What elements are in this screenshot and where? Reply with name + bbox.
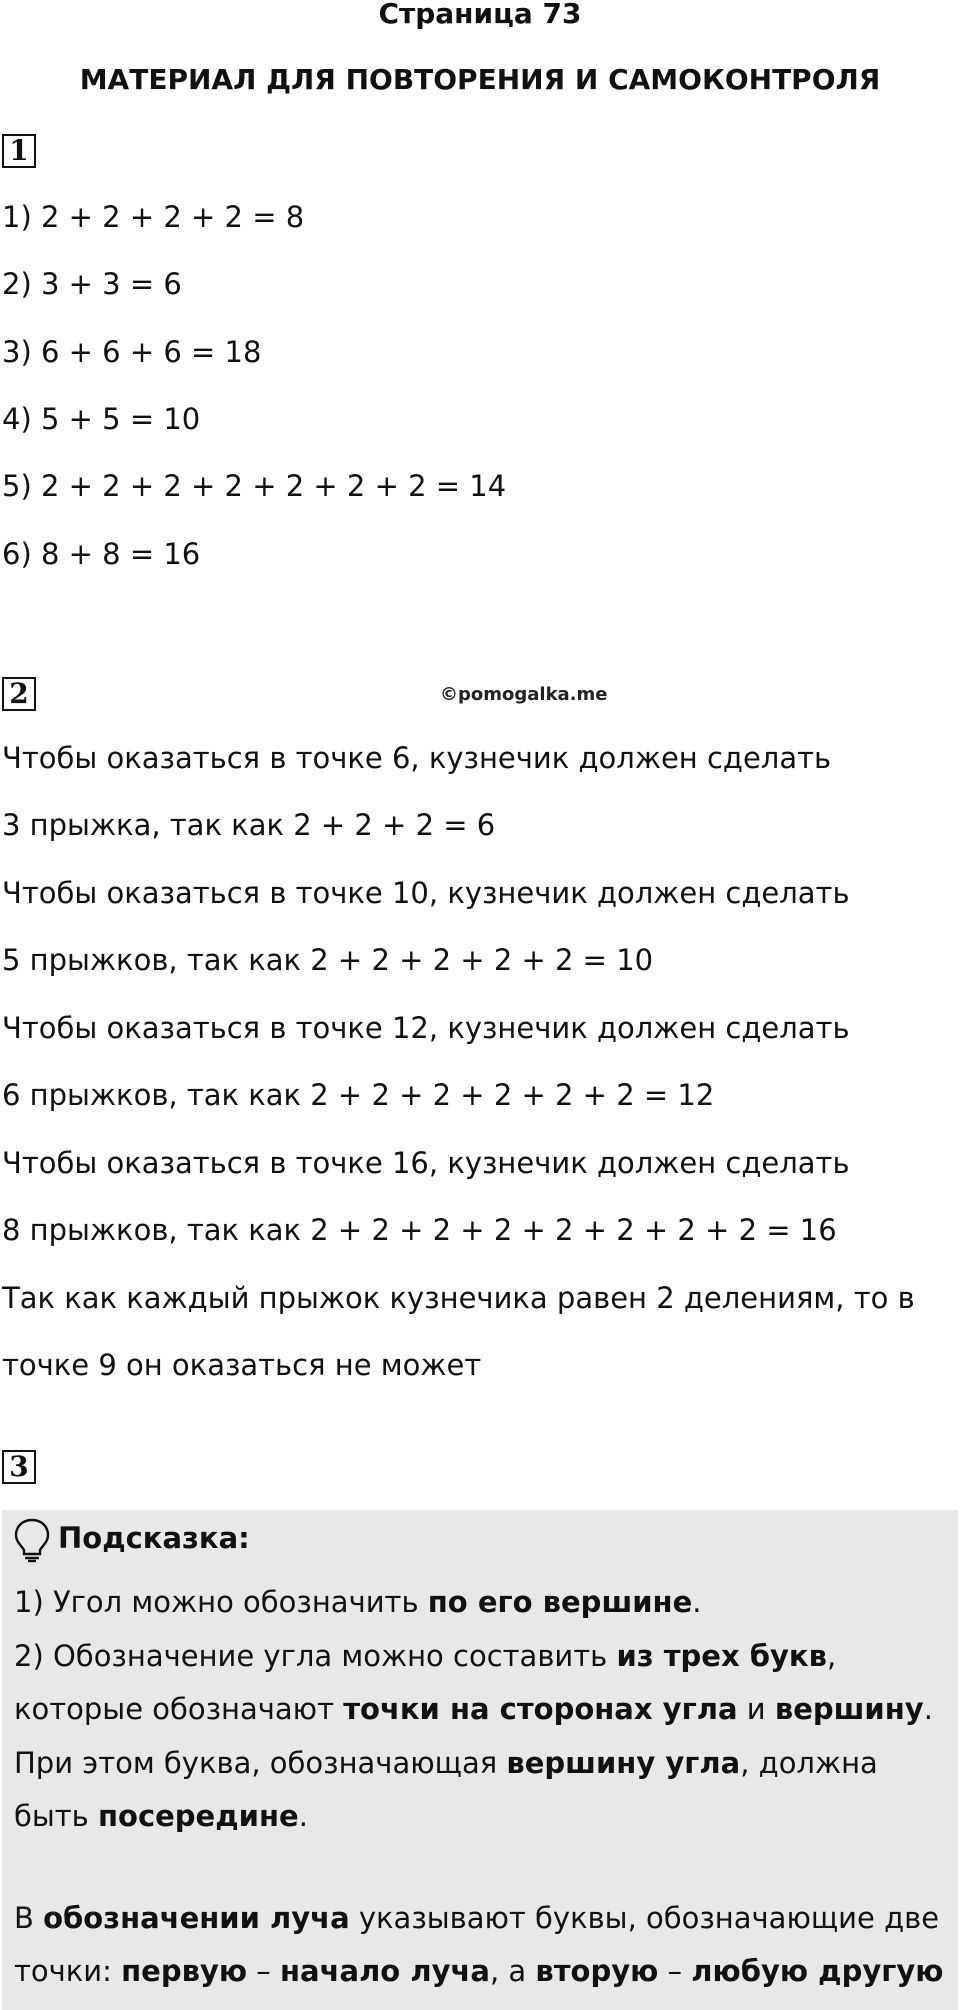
task-number-2: 2 [2,677,36,711]
lightbulb-icon [12,1517,52,1563]
task1-line-3: 3) 6 + 6 + 6 = 18 [2,335,262,369]
hint-text: которые обозначают [14,1692,344,1726]
task1-line-4: 4) 5 + 5 = 10 [2,402,201,436]
hint-bold-text: из трех букв [616,1639,827,1673]
watermark: ©pomogalka.me [440,684,608,705]
hint-bold-text: первую [121,1954,248,1988]
hint-text: . [298,1799,308,1833]
hint-line-6 [14,1898,939,1938]
hint-line-5 [14,1796,308,1836]
task1-line-2: 2) 3 + 3 = 6 [2,267,182,301]
hint-bold-text: начало луча [279,1954,490,1988]
hint-bold-text: любую другую [691,1954,944,1988]
page-number-heading: Страница 73 [378,0,582,30]
task1-line-6: 6) 8 + 8 = 16 [2,537,201,571]
hint-text: . [923,1692,933,1726]
task2-line-2: 3 прыжка, так как 2 + 2 + 2 = 6 [2,808,496,842]
hint-text: При этом буква, обозначающая [14,1746,507,1780]
hint-bold-text: вершину [774,1692,924,1726]
task2-line-6: 6 прыжков, так как 2 + 2 + 2 + 2 + 2 + 2 = 12 [2,1078,715,1112]
task-number-1: 1 [2,134,36,168]
task2-line-7: Чтобы оказаться в точке 16, кузнечик должен сделать [2,1146,850,1180]
hint-title: Подсказка: [58,1521,250,1555]
hint-bold-text: по его вершине [427,1585,693,1619]
task2-line-10: точке 9 он оказаться не может [2,1348,482,1382]
hint-bold-text: обозначении луча [43,1901,350,1935]
task2-line-5: Чтобы оказаться в точке 12, кузнечик должен сделать [2,1011,850,1045]
hint-text: . [692,1585,702,1619]
task2-line-1: Чтобы оказаться в точке 6, кузнечик должен сделать [2,741,832,775]
hint-text: – [247,1954,280,1988]
task1-line-5: 5) 2 + 2 + 2 + 2 + 2 + 2 + 2 = 14 [2,469,507,503]
task2-line-9: Так как каждый прыжок кузнечика равен 2 делениям, то в [2,1281,915,1315]
task2-line-4: 5 прыжков, так как 2 + 2 + 2 + 2 + 2 = 10 [2,943,654,977]
hint-text: точки: [14,1954,122,1988]
task-number-3: 3 [2,1450,36,1484]
page-title: МАТЕРИАЛ ДЛЯ ПОВТОРЕНИЯ И САМОКОНТРОЛЯ [79,63,881,96]
hint-line-4 [14,1743,878,1783]
task1-line-1: 1) 2 + 2 + 2 + 2 = 8 [2,200,305,234]
hint-text: – [658,1954,692,1988]
hint-text: , должна [740,1746,878,1780]
hint-text: 2) Обозначение угла можно составить [14,1639,617,1673]
hint-bold-text: посередине [97,1799,299,1833]
hint-text: быть [14,1799,98,1833]
task2-line-3: Чтобы оказаться в точке 10, кузнечик должен сделать [2,876,850,910]
hint-line-2 [14,1636,836,1676]
hint-line-1 [14,1582,701,1622]
hint-text: , [826,1639,837,1673]
task2-line-8: 8 прыжков, так как 2 + 2 + 2 + 2 + 2 + 2 + 2 + 2 = 16 [2,1213,837,1247]
hint-text: , а [489,1954,536,1988]
hint-bold-text: точки на сторонах угла [343,1692,738,1726]
hint-text: В [14,1901,44,1935]
hint-bold-text: вторую [535,1954,659,1988]
hint-bold-text: вершину угла [506,1746,741,1780]
hint-text: указывают буквы, обозначающие две [349,1901,940,1935]
hint-text: 1) Угол можно обозначить [14,1585,428,1619]
hint-text: и [737,1692,775,1726]
hint-line-7 [14,1951,944,1991]
hint-line-3 [14,1689,933,1729]
